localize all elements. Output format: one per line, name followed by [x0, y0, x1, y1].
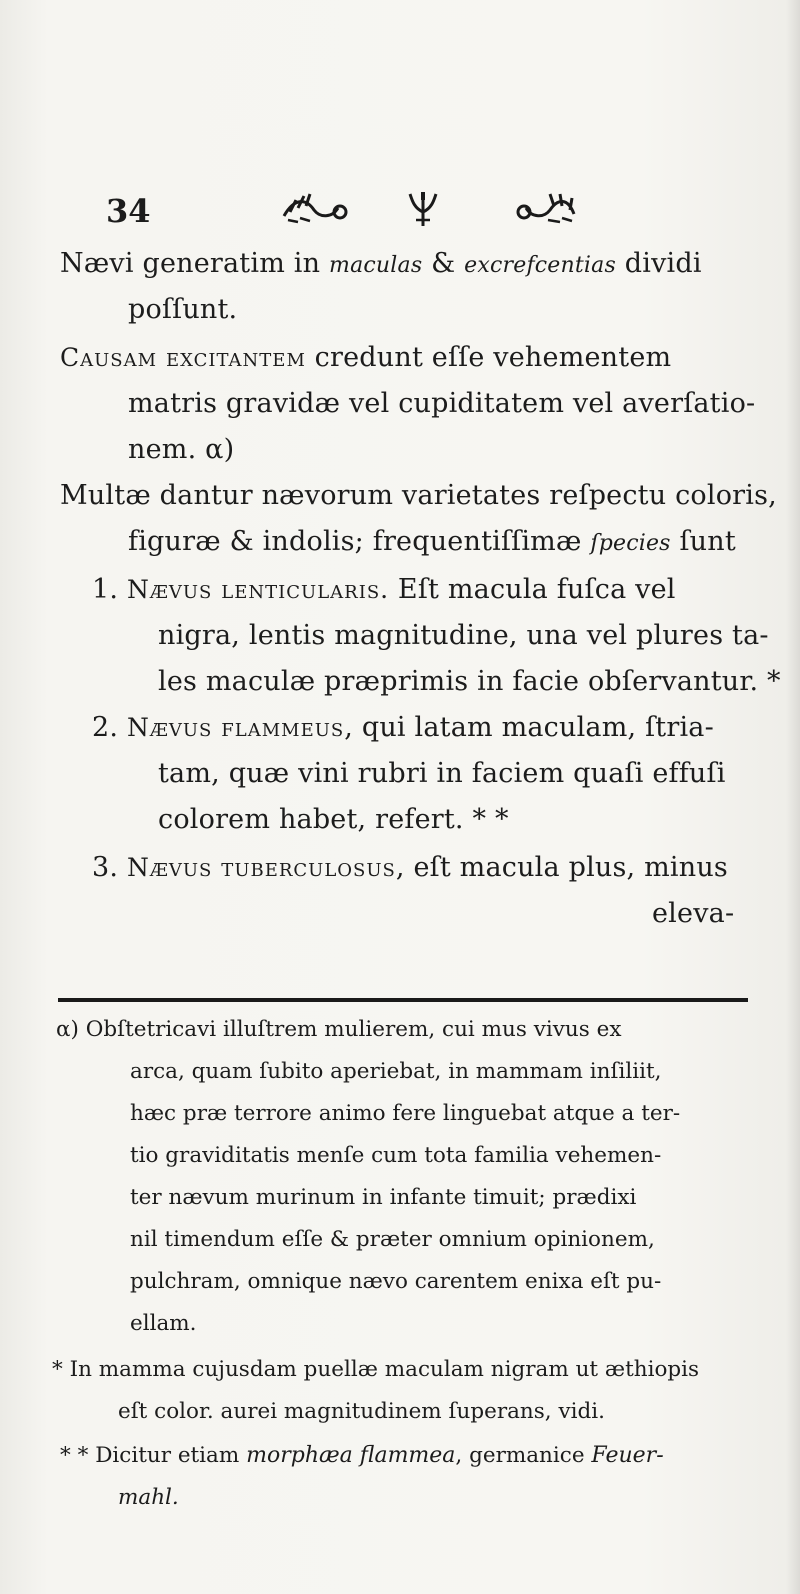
small-caps-term: Nævus flammeus	[126, 713, 345, 742]
item-number: 3.	[92, 852, 119, 883]
italic-term: Feuer-	[591, 1443, 664, 1468]
item-2-line-3: colorem habet, refert. * *	[158, 804, 509, 835]
paragraph-1-line-2: poſſunt.	[128, 294, 238, 325]
paragraph-3-line-1: Multæ dantur nævorum varietates reſpectu coloris,	[60, 480, 777, 511]
sprig-ornament	[406, 188, 440, 228]
italic-term: maculas	[329, 253, 423, 278]
leaf-scroll-left-ornament	[280, 190, 350, 226]
footnote-double-star-line-2: mahl.	[118, 1485, 179, 1510]
paragraph-3-line-2: figuræ & indolis; frequentiſſimæ ſpecies ſunt	[128, 526, 736, 557]
item-number: 2.	[92, 712, 119, 743]
footnote-star-line-2: eſt color. aurei magnitudinem ſuperans, vidi.	[118, 1399, 605, 1424]
footnote-alpha-line-1: α) Obſtetricavi illuſtrem mulierem, cui mus vivus ex	[56, 1017, 622, 1042]
footnote-star-line-1: * In mamma cujusdam puellæ maculam nigram ut æthiopis	[52, 1357, 700, 1382]
footnote-mark: α)	[56, 1017, 79, 1042]
italic-term: morphæa flammea	[246, 1443, 456, 1468]
item-1-line-2: nigra, lentis magnitudine, una vel plures ta-	[158, 620, 769, 651]
page-edge-shadow	[786, 0, 800, 1594]
item-1-line-1: 1. Nævus lenticularis. Eſt macula fuſca vel	[92, 574, 676, 605]
footnote-alpha-line-5: ter nævum murinum in infante timuit; prædixi	[130, 1185, 637, 1210]
footnote-double-star-line-1: * * Dicitur etiam morphæa flammea, germanice Feuer-	[60, 1443, 664, 1468]
small-caps-term: Causam excitantem	[60, 343, 306, 372]
paragraph-2-line-3: nem. α)	[128, 434, 235, 465]
item-2-line-2: tam, quæ vini rubri in faciem quaſi effuſi	[158, 758, 726, 789]
page-number: 34	[106, 192, 151, 230]
leaf-scroll-right-ornament	[514, 190, 578, 226]
footnote-alpha-line-6: nil timendum eſſe & præter omnium opinionem,	[130, 1227, 655, 1252]
catchword: eleva-	[652, 898, 735, 929]
paragraph-2-line-1: Causam excitantem credunt eſſe vehementem	[60, 342, 672, 373]
item-number: 1.	[92, 574, 119, 605]
footnote-mark: * *	[60, 1443, 89, 1468]
item-3-line-1: 3. Nævus tuberculosus, eſt macula plus, minus	[92, 852, 728, 883]
italic-term: ſpecies	[590, 531, 671, 556]
footnote-alpha-line-2: arca, quam ſubito aperiebat, in mammam inſiliit,	[130, 1059, 662, 1084]
paragraph-2-line-2: matris gravidæ vel cupiditatem vel averſatio-	[128, 388, 756, 419]
footnote-mark: *	[52, 1357, 63, 1382]
footnote-alpha-line-8: ellam.	[130, 1311, 197, 1336]
footnote-alpha-line-3: hæc præ terrore animo fere linguebat atque a ter-	[130, 1101, 681, 1126]
footnote-divider	[58, 998, 748, 1002]
small-caps-term: Nævus lenticularis.	[126, 575, 390, 604]
italic-term: excrefcentias	[464, 253, 616, 278]
small-caps-term: Nævus tuberculosus	[126, 853, 396, 882]
item-1-line-3: les maculæ præprimis in facie obſervantur. *	[158, 666, 781, 697]
footnote-alpha-line-4: tio graviditatis menſe cum tota familia vehemen-	[130, 1143, 662, 1168]
paragraph-1-line-1: Nævi generatim in maculas & excrefcentias dividi	[60, 248, 702, 279]
footnote-alpha-line-7: pulchram, omnique nævo carentem enixa eſt pu-	[130, 1269, 662, 1294]
item-2-line-1: 2. Nævus flammeus, qui latam maculam, ſtria-	[92, 712, 714, 743]
page-header	[100, 188, 620, 238]
